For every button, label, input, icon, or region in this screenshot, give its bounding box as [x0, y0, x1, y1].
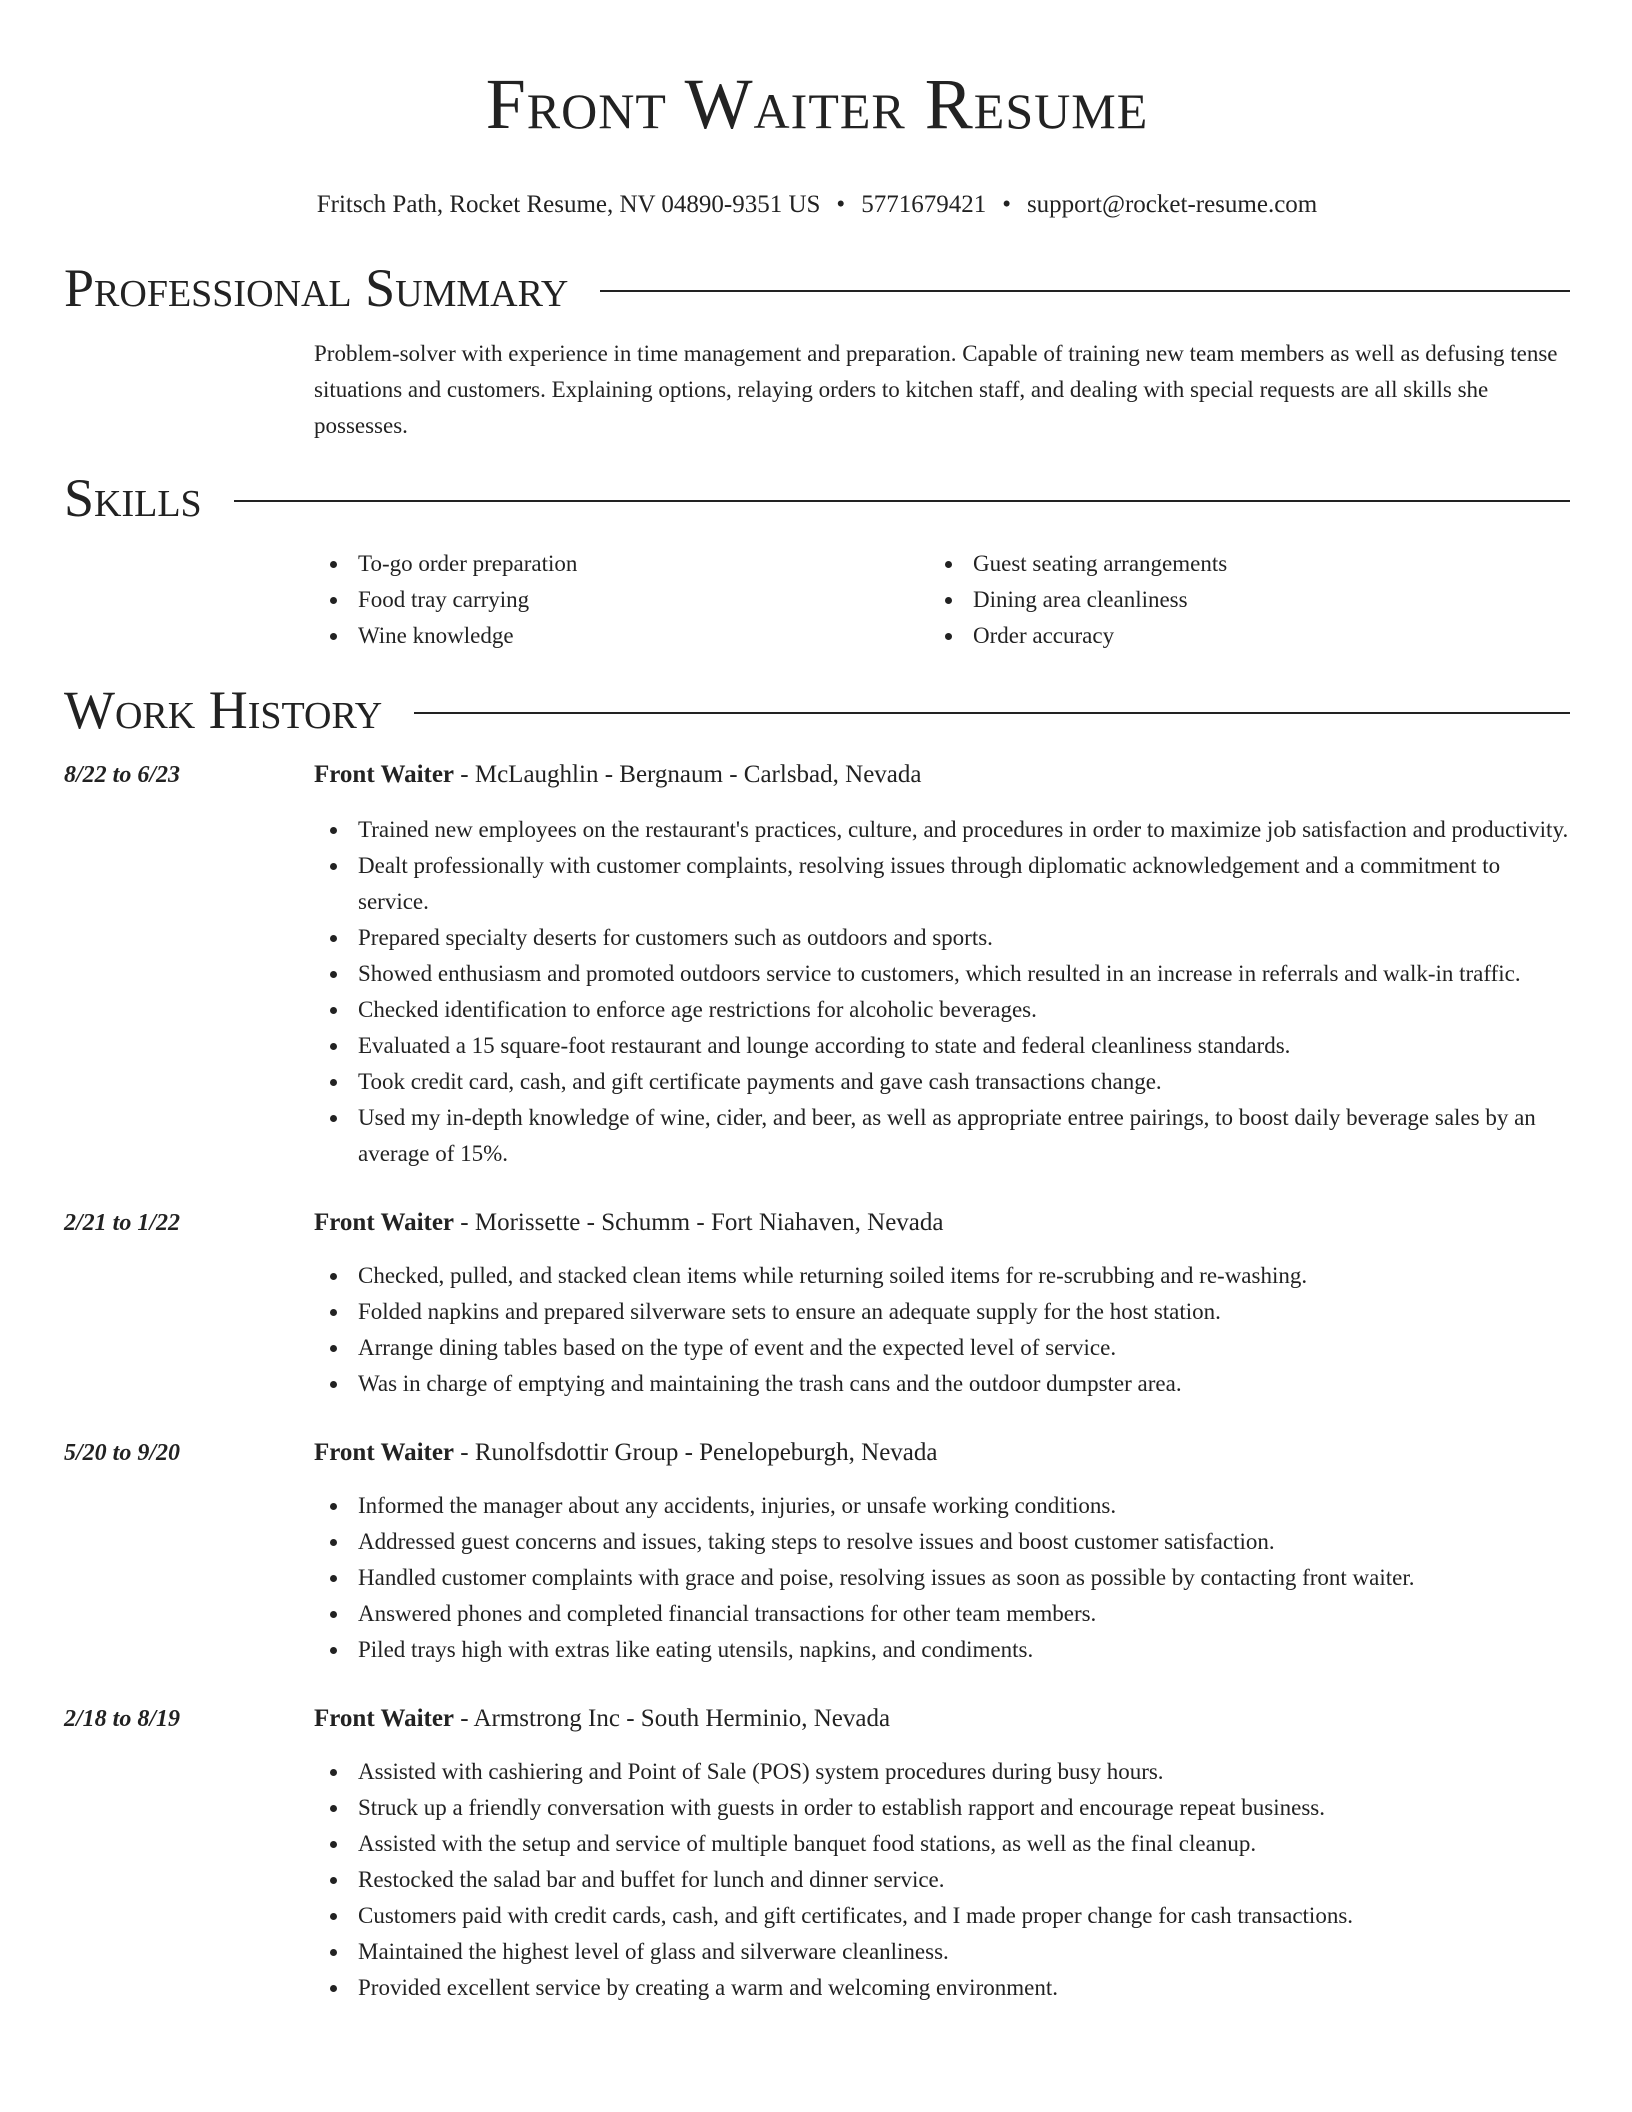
skill-item: Wine knowledge: [314, 618, 929, 654]
job-heading: [314, 1206, 1570, 1240]
job-duty: Maintained the highest level of glass and silverware cleanliness.: [314, 1934, 1570, 1970]
summary-text: Problem-solver with experience in time management and preparation. Capable of training new team members as well as defusing tense situations and customers. Explaining options, relaying orders to kitchen staff, and dealing with special requests are all skills she possesses.: [314, 341, 1558, 438]
job-duty: Piled trays high with extras like eating utensils, napkins, and condiments.: [314, 1632, 1570, 1668]
job-duty: Answered phones and completed financial transactions for other team members.: [314, 1596, 1570, 1632]
job-title: Front Waiter: [314, 1705, 455, 1732]
job-duty: Customers paid with credit cards, cash, and gift certificates, and I made proper change for cash transactions.: [314, 1898, 1570, 1934]
section-divider: [234, 500, 1570, 502]
skills-column-right: [929, 546, 1544, 654]
resume-title: Front Waiter Resume: [485, 64, 1149, 144]
job-entry: [64, 1436, 1570, 1668]
job-dates: 2/18 to 8/19: [64, 1706, 181, 1732]
job-duty: Checked, pulled, and stacked clean items while returning soiled items for re-scrubbing and re-washing.: [314, 1258, 1570, 1294]
contact-separator: •: [836, 191, 846, 218]
skill-item: Order accuracy: [929, 618, 1544, 654]
job-duties: [314, 812, 1570, 1172]
skill-item: Dining area cleanliness: [929, 582, 1544, 618]
job-duty: Restocked the salad bar and buffet for lunch and dinner service.: [314, 1862, 1570, 1898]
summary-section-header: [64, 256, 1570, 320]
contact-separator: •: [1002, 191, 1011, 218]
job-heading: [314, 758, 1570, 792]
job-body: [314, 758, 1570, 1172]
skill-item: To-go order preparation: [314, 546, 929, 582]
job-duty: Was in charge of emptying and maintaining the trash cans and the outdoor dumpster area.: [314, 1366, 1570, 1402]
contact-email: support@rocket-resume.com: [1026, 191, 1318, 218]
job-entry: [64, 1206, 1570, 1402]
job-duty: Folded napkins and prepared silverware sets to ensure an adequate supply for the host station.: [314, 1294, 1570, 1330]
job-dates: 5/20 to 9/20: [64, 1440, 181, 1466]
job-duty: Handled customer complaints with grace and poise, resolving issues as soon as possible by contacting front waiter.: [314, 1560, 1570, 1596]
summary-heading: Professional Summary: [64, 258, 569, 318]
work-heading: Work History: [64, 680, 383, 740]
contact-phone: 5771679421: [861, 191, 987, 218]
section-divider: [600, 290, 1570, 292]
section-divider: [414, 712, 1570, 714]
job-duty: Took credit card, cash, and gift certificate payments and gave cash transactions change.: [314, 1064, 1570, 1100]
job-body: [314, 1702, 1570, 2006]
job-duty: Provided excellent service by creating a warm and welcoming environment.: [314, 1970, 1570, 2006]
job-heading: [314, 1436, 1570, 1470]
job-duty: Showed enthusiasm and promoted outdoors service to customers, which resulted in an increase in referrals and walk-in traffic.: [314, 956, 1570, 992]
job-duty: Dealt professionally with customer complaints, resolving issues through diplomatic acknowledgement and a commitment to service.: [314, 848, 1570, 920]
skills-heading: Skills: [64, 468, 202, 528]
job-duty: Arrange dining tables based on the type of event and the expected level of service.: [314, 1330, 1570, 1366]
job-duty: Checked identification to enforce age restrictions for alcoholic beverages.: [314, 992, 1570, 1028]
job-duty: Informed the manager about any accidents, injuries, or unsafe working conditions.: [314, 1488, 1570, 1524]
job-duties: [314, 1258, 1570, 1402]
job-entry: [64, 758, 1570, 1172]
skills-column-left: [314, 546, 929, 654]
job-dates: 8/22 to 6/23: [64, 762, 181, 788]
job-body: [314, 1206, 1570, 1402]
job-entry: [64, 1702, 1570, 2006]
job-details: - Morissette - Schumm - Fort Niahaven, Nevada: [454, 1209, 944, 1236]
job-duty: Prepared specialty deserts for customers such as outdoors and sports.: [314, 920, 1570, 956]
job-duty: Addressed guest concerns and issues, taking steps to resolve issues and boost customer satisfaction.: [314, 1524, 1570, 1560]
contact-line: [64, 188, 1570, 222]
work-section-header: [64, 678, 1570, 742]
job-title: Front Waiter: [314, 1439, 455, 1466]
contact-address: Fritsch Path, Rocket Resume, NV 04890-9351 US: [316, 191, 821, 218]
skills-list: [314, 546, 1570, 654]
job-duty: Trained new employees on the restaurant's practices, culture, and procedures in order to maximize job satisfaction and productivity.: [314, 812, 1570, 848]
job-dates: 2/21 to 1/22: [64, 1210, 181, 1236]
job-duty: Assisted with cashiering and Point of Sale (POS) system procedures during busy hours.: [314, 1754, 1570, 1790]
job-title: Front Waiter: [314, 1209, 455, 1236]
job-details: - Armstrong Inc - South Herminio, Nevada: [454, 1705, 891, 1732]
job-body: [314, 1436, 1570, 1668]
skill-item: Guest seating arrangements: [929, 546, 1544, 582]
job-duties: [314, 1754, 1570, 2006]
job-duty: Evaluated a 15 square-foot restaurant and lounge according to state and federal cleanliness standards.: [314, 1028, 1570, 1064]
job-details: - Runolfsdottir Group - Penelopeburgh, Nevada: [454, 1439, 938, 1466]
job-title: Front Waiter: [314, 761, 455, 788]
summary-body: [314, 336, 1570, 444]
job-duty: Struck up a friendly conversation with guests in order to establish rapport and encourage repeat business.: [314, 1790, 1570, 1826]
job-duty: Used my in-depth knowledge of wine, cider, and beer, as well as appropriate entree pairings, to boost daily beverage sales by an average of 15%.: [314, 1100, 1570, 1172]
skills-section-header: [64, 466, 1570, 530]
job-duties: [314, 1488, 1570, 1668]
skill-item: Food tray carrying: [314, 582, 929, 618]
job-duty: Assisted with the setup and service of multiple banquet food stations, as well as the final cleanup.: [314, 1826, 1570, 1862]
job-heading: [314, 1702, 1570, 1736]
job-details: - McLaughlin - Bergnaum - Carlsbad, Nevada: [454, 761, 922, 788]
